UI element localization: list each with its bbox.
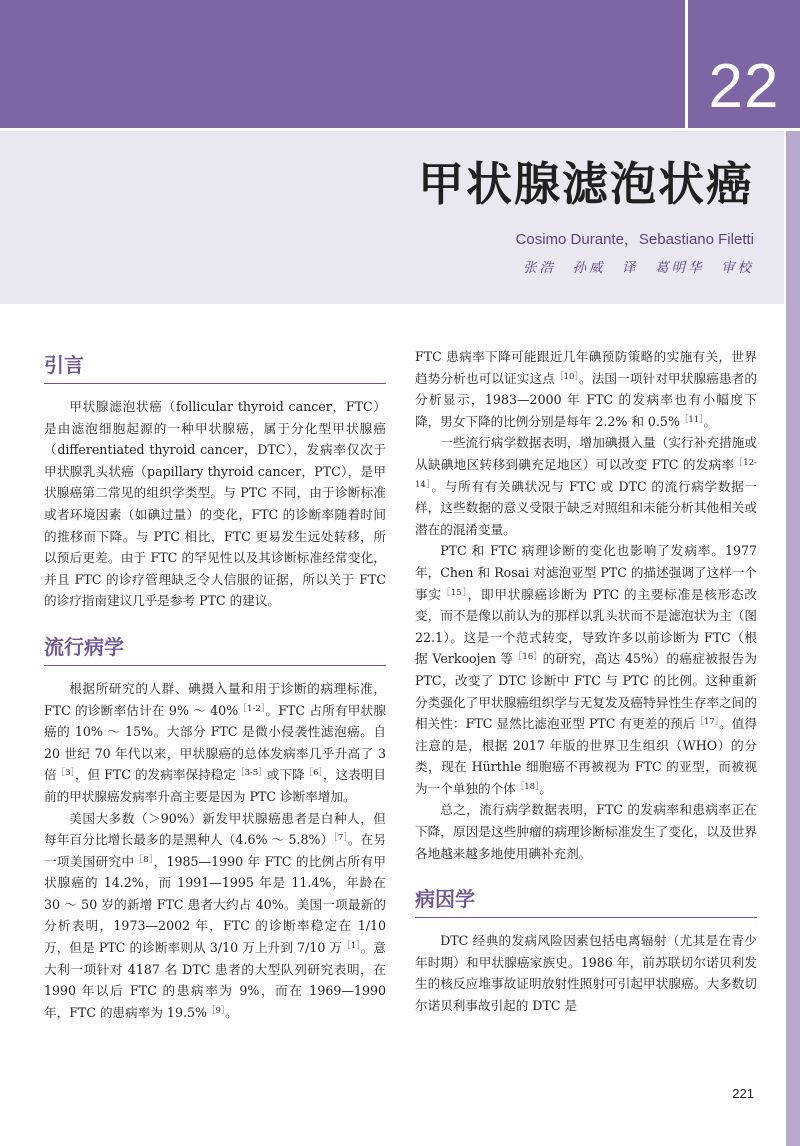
chapter-number: 22 bbox=[708, 52, 780, 121]
citation: ［3］ bbox=[56, 768, 75, 779]
citation: ［17］ bbox=[695, 717, 720, 728]
citation: ［1］ bbox=[342, 941, 361, 952]
authors-chinese: 张浩 孙威 译 葛明华 审校 bbox=[523, 260, 754, 276]
side-edge-strip bbox=[786, 131, 800, 1146]
citation: ［15］ bbox=[441, 587, 468, 598]
citation: ［3-5］ bbox=[235, 768, 267, 779]
chapter-number-box bbox=[688, 0, 800, 128]
epidemiology-summary-paragraph: 总之，流行病学数据表明，FTC 的发病率和患病率正在下降，原因是这些肿瘤的病理诊断标准发生了变化，以及世界各地越来越多地使用碘补充剂。 bbox=[415, 802, 757, 861]
citation: ［9］ bbox=[206, 1005, 226, 1016]
citation: ［6］ bbox=[304, 768, 323, 779]
section-heading-epidemiology bbox=[44, 628, 386, 666]
top-color-band bbox=[0, 0, 685, 128]
page-number: 221 bbox=[732, 1086, 754, 1101]
left-column bbox=[44, 346, 386, 1023]
citation: ［1-2］ bbox=[238, 703, 266, 714]
section-title: 病因学 bbox=[415, 887, 475, 912]
epidemiology-paragraph-5: PTC 和 FTC 病理诊断的变化也影响了发病率。1977 年，Chen 和 Rosai 对滤泡亚型 PTC 的描述强调了这样一个事实$^{[15]}$，即甲状腺癌诊断为 PTC 的主要标准是核形态改变，而不是像以前认为的那样以乳头状而不是滤泡状为主（图 22.1）。这是一个范式转变，导致许多以前诊断为 FTC（根据 Verkoojen 等$^{[16]}$的研究，高达 45%）的癌症被报告为 PTC，改变了 DTC 诊断中 FTC 与 PTC 的比例。这种重新分类强化了甲状腺癌组织学与无复发及癌特异性生存率之间的相关性：FTC 显然比滤泡亚型 PTC 有更差的预后$^{[17]}$。值得注意的是，根据 2017 年版的世界卫生组织（WHO）的分类，现在 Hürthle 细胞癌不再被视为 FTC 的亚型，而被视为一个单独的个体$^{[18]}$。 bbox=[415, 543, 757, 796]
section-title: 流行病学 bbox=[44, 634, 124, 659]
epidemiology-paragraph-1: 根据所研究的人群、碘摄入量和用于诊断的病理标准，FTC 的诊断率估计在 9% ～ 40%$^{[1-2]}$。FTC 占所有甲状腺癌的 10% ～ 15%。大部分 FTC 是微小侵袭性滤泡癌。自 20 世纪 70 年代以来，甲状腺癌的总体发病率几乎升高了 3 倍$^{[3]}$，但 FTC 的发病率保持稳定$^{[3-5]}$或下降$^{[6]}$，这表明目前的甲状腺癌发病率升高主要是因为 PTC 诊断率增加。 bbox=[44, 680, 386, 804]
citation: ［10］ bbox=[555, 371, 579, 382]
right-column bbox=[415, 346, 757, 1017]
citation: ［12-14］ bbox=[415, 457, 757, 490]
citation: ［16］ bbox=[513, 652, 543, 663]
epidemiology-paragraph-3: FTC 患病率下降可能跟近几年碘预防策略的实施有关，世界趋势分析也可以证实这点$^{[10]}$。法国一项针对甲状腺癌患者的分析显示，1983—2000 年 FTC 的发病率也有小幅度下降，男女下降的比例分别是每年 2.2% 和 0.5%$^{[11]}$。 bbox=[415, 349, 758, 429]
intro-paragraph: 甲状腺滤泡状癌（follicular thyroid cancer，FTC）是由滤泡细胞起源的一种甲状腺癌，属于分化型甲状腺癌（differentiated thyroid cancer，DTC），发病率仅次于甲状腺乳头状癌（papillary thyroid cancer，PTC），是甲状腺癌第二常见的组织学类型。与 PTC 不同，由于诊断标准或者环境因素（如碘过量）的变化，FTC 的诊断率随着时间的推移而下降。与 PTC 相比，FTC 更易发生远处转移，所以预后更差。由于 FTC 的罕见性以及其诊断标准经常变化，并且 FTC 的诊疗管理缺乏令人信服的证据，所以关于 FTC 的诊疗指南建议几乎是参考 PTC 的建议。 bbox=[44, 399, 386, 609]
authors-english: Cosimo Durante，Sebastiano Filetti bbox=[515, 231, 754, 248]
section-heading-etiology bbox=[415, 880, 757, 918]
section-heading-intro bbox=[44, 346, 386, 384]
section-title: 引言 bbox=[44, 353, 84, 377]
citation: ［8］ bbox=[134, 854, 154, 865]
epidemiology-paragraph-4: 一些流行病学数据表明，增加碘摄入量（实行补充措施或从缺碘地区转移到碘充足地区）可以改变 FTC 的发病率$^{[12-14]}$。与所有有关碘状况与 FTC 或 DTC 的流行病学数据一样，这些数据的意义受限于缺乏对照组和未能分析其他相关或潜在的混淆变量。 bbox=[415, 435, 757, 537]
citation: ［11］ bbox=[679, 414, 704, 425]
etiology-paragraph: DTC 经典的发病风险因素包括电离辐射（尤其是在青少年时期）和甲状腺癌家族史。1986 年，前苏联切尔诺贝利发生的核反应堆事故证明放射性照射可引起甲状腺癌。大多数切尔诺贝利事故引起的 DTC 是 bbox=[415, 933, 757, 1014]
citation: ［7］ bbox=[333, 833, 348, 844]
citation: ［18］ bbox=[515, 781, 540, 792]
epidemiology-paragraph-2: 美国大多数（＞90%）新发甲状腺癌患者是白种人，但每年百分比增长最多的是黑种人（4.6% ～ 5.8%）$^{[7]}$。在另一项美国研究中$^{[8]}$，1985—1990 年 FTC 的比例占所有甲状腺癌的 14.2%，而 1991—1995 年是 11.4%，年龄在 30 ～ 50 岁的新增 FTC 患者大约占 40%。美国一项最新的分析表明，1973—2002 年，FTC 的诊断率稳定在 1/10 万，但是 PTC 的诊断率则从 3/10 万上升到 7/10 万$^{[1]}$。意大利一项针对 4187 名 DTC 患者的大型队列研究表明，在 1990 年以后 FTC 的患病率为 9%，而在 1969—1990 年，FTC 的患病率为 19.5%$^{[9]}$。 bbox=[44, 810, 386, 1020]
chapter-title: 甲状腺滤泡状癌 bbox=[418, 157, 754, 211]
